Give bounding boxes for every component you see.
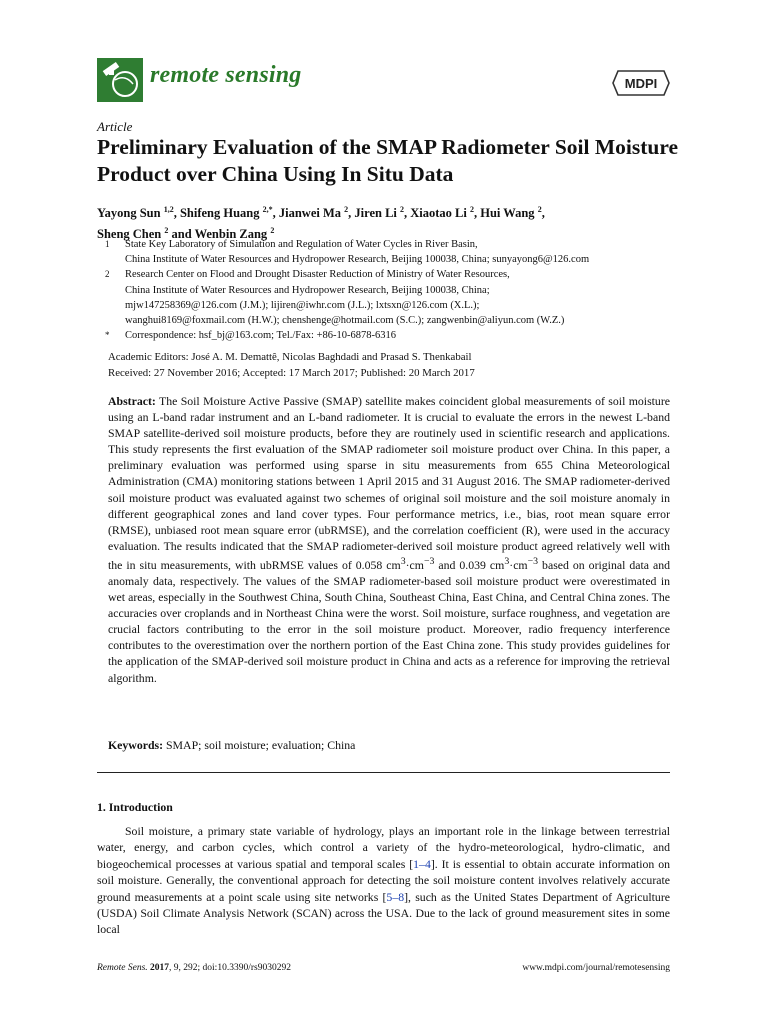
article-title: Preliminary Evaluation of the SMAP Radiometer Soil Moisture Product over China Using In Situ Data [97, 135, 679, 186]
keywords-label: Keywords: [108, 738, 164, 752]
keywords [108, 738, 670, 753]
abstract-text-3: based on original data and anomaly data, respectively. The values of the SMAP radiometer-based soil moisture product were overestimated in wet areas, especially in the Southwest China, South China, Southeast China, East China, and Central China zones. The accuracies over croplands and in Northeast China were the worst. Soil moisture, surface roughness, and vegetation are crucial factors contributing to the error in the soil moisture product. Moreover, radio frequency interference contributes to the overestimation over the northern portion of the East China zone. This study provides guidelines for the application of the SMAP-derived soil moisture product in China and acts as a reference for improving the retrieval algorithm. [108, 557, 670, 685]
author-name: Hui Wang [480, 206, 535, 221]
unit-exp: 3 [504, 555, 510, 567]
unit-exp: 3 [400, 555, 406, 567]
footer-year: 2017 [150, 963, 170, 973]
author-affiliation-mark: 2 [344, 205, 349, 214]
author-affiliation-mark: 2,* [262, 205, 273, 214]
affiliation [97, 267, 697, 328]
intro-text-3: ], such as the United States Department of Agriculture (USDA) Soil Climate Analysis Network (SCAN) across the USA. Due to the lack of ground measurement sites in some local [97, 889, 670, 937]
affiliation-mark: * [105, 330, 110, 341]
affiliation-line: wanghui8169@foxmail.com (H.W.); chenshenge@hotmail.com (S.C.); zangwenbin@aliyun.com (W.Z.) [125, 315, 565, 327]
author-name: Xiaotao Li [410, 206, 467, 221]
affiliation-mark: 1 [105, 239, 110, 249]
affiliation [97, 237, 697, 267]
section-heading: 1. Introduction [97, 800, 173, 814]
author-name: Yayong Sun [97, 206, 161, 221]
journal-name: remote sensing [150, 62, 302, 88]
author-name: Jiren Li [354, 206, 397, 221]
unit-exp-neg: −3 [423, 555, 435, 567]
author-affiliation-mark: 2 [270, 226, 275, 236]
article-meta [108, 350, 688, 381]
affiliation-line: China Institute of Water Resources and Hydropower Research, Beijing 100038, China; sunyayong6@126.com [125, 254, 590, 266]
intro-text-2: ]. It is essential to obtain accurate information on soil moisture. Generally, the conventional approach for detecting the soil moisture content involves relatively accurate ground measurements at a point scale using site networks [ [97, 856, 671, 904]
academic-editors: Academic Editors: José A. M. Demattê, Nicolas Baghdadi and Prasad S. Thenkabail [108, 351, 472, 363]
svg-text:MDPI: MDPI [624, 76, 658, 91]
affiliation-list [97, 237, 697, 343]
article-dates: Received: 27 November 2016; Accepted: 17 March 2017; Published: 20 March 2017 [108, 366, 475, 379]
footer-url[interactable]: www.mdpi.com/journal/remotesensing [522, 963, 670, 973]
abstract-text-1: The Soil Moisture Active Passive (SMAP) satellite makes coincident global measurements of soil moisture using an L-band radar instrument and an L-band radiometer. It is crucial to evaluate the errors in the newest L-band SMAP satellite-derived soil moisture products, before they are routinely used in scientific research and applications. This study represents the first evaluation of the SMAP radiometer soil moisture product over China. In this paper, a preliminary evaluation was performed using sparse in situ measurements from 655 China Meteorological Administration (CMA) monitoring stations between 1 April 2015 and 31 August 2016. The SMAP radiometer-derived soil moisture product was evaluated against two schemes of original soil moisture and the soil moisture anomaly in different geographical zones and land cover types. Four performance metrics, i.e., bias, root mean square error (RMSE), unbiased root mean square error (ubRMSE), and the correlation coefficient (R), were used in the accuracy evaluation. The results indicated that the SMAP radiometer-derived soil moisture product agreed relatively well with the in situ measurements, with ubRMSE values of 0.058 cm [108, 394, 670, 572]
unit-dot: ·cm [509, 557, 528, 572]
author-affiliation-mark: 2 [164, 226, 169, 236]
author-list: Yayong Sun $^{1,2}$, Shifeng Huang $^{2,*}$, Jianwei Ma $^2$, Jiren Li $^2$, Xiaotao Li $^2$, Hui Wang $^2$, Sheng Chen $^2$ and Wenbin Zang $^2$ [97, 205, 545, 242]
affiliation-line: Correspondence: hsf_bj@163.com; Tel./Fax: +86-10-6878-6316 [125, 330, 396, 342]
author-affiliation-mark: 2 [400, 205, 405, 214]
affiliation-line: State Key Laboratory of Simulation and Regulation of Water Cycles in River Basin, [125, 239, 478, 250]
footer-citation-rest: , 9, 292; doi:10.3390/rs9030292 [169, 963, 291, 973]
keywords-text: SMAP; soil moisture; evaluation; China [163, 738, 356, 752]
abstract-label: Abstract: [108, 394, 156, 408]
citation-link[interactable]: 5–8 [386, 889, 405, 904]
publisher-logo-icon [612, 69, 670, 97]
author-affiliation-mark: 2 [537, 205, 542, 214]
author-name: Sheng Chen [97, 227, 162, 242]
article-type: Article [97, 119, 133, 134]
affiliation-line: mjw147258369@126.com (J.M.); lijiren@iwhr.com (J.L.); lxtsxn@126.com (X.L.); [125, 299, 480, 311]
author-affiliation-mark: 2 [470, 205, 474, 214]
author-name: Shifeng Huang [179, 206, 260, 221]
affiliation-line: China Institute of Water Resources and Hydropower Research, Beijing 100038, China; [125, 284, 490, 296]
introduction-paragraph [97, 823, 670, 938]
author-affiliation-mark: 1,2 [163, 205, 174, 214]
unit-dot: ·cm [405, 557, 424, 572]
footer-citation [97, 963, 291, 973]
author-name: Wenbin Zang [194, 227, 268, 242]
intro-text-1: Soil moisture, a primary state variable of hydrology, plays an important role in the linkage between terrestrial water, energy, and carbon cycles, which control a variety of the hydro-meteorological, hydro-climatic, and biogeochemical processes at various spatial and temporal scales [ [97, 824, 670, 871]
abstract [108, 393, 670, 686]
section-divider [97, 772, 670, 773]
affiliation-line: Research Center on Flood and Drought Disaster Reduction of Ministry of Water Resources, [125, 269, 510, 281]
affiliation-mark: 2 [105, 269, 110, 280]
citation-link[interactable]: 1–4 [413, 856, 431, 871]
journal-logo-icon [97, 58, 143, 102]
abstract-text-2: and 0.039 cm [434, 557, 505, 572]
author-name: Jianwei Ma [278, 206, 342, 221]
unit-exp-neg: −3 [527, 555, 539, 567]
journal-abbrev: Remote Sens. [97, 963, 148, 973]
affiliation [97, 328, 697, 343]
